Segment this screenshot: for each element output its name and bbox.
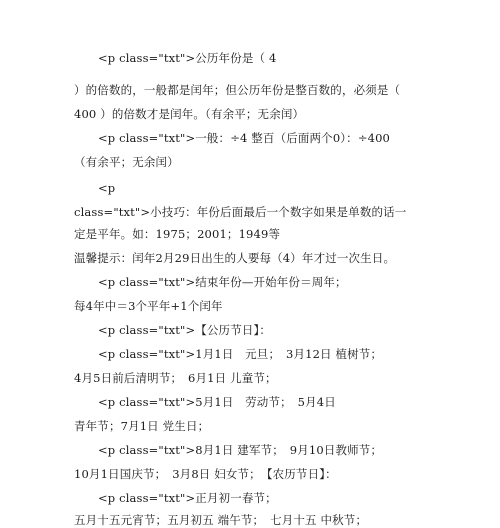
text-line-13: <p class="txt">1月1日 元旦； 3月12日 植树节； bbox=[98, 347, 383, 361]
text-line-14: 4月5日前后清明节； 6月1日 儿童节； bbox=[74, 371, 277, 385]
text-line-3: 400 ）的倍数才是闰年。（有余平；无余闰） bbox=[74, 107, 305, 121]
text-line-7: class="txt">小技巧：年份后面最后一个数字如果是单数的话一 bbox=[74, 205, 407, 219]
text-line-4: <p class="txt">一般：÷4 整百（后面两个0）：÷400 bbox=[98, 131, 391, 145]
text-line-20: 五月十五元宵节；五月初五 端午节； 七月十五 中秋节； bbox=[74, 513, 368, 527]
text-line-19: <p class="txt">正月初一春节； bbox=[98, 491, 277, 505]
text-line-2: ）的倍数的，一般都是闰年；但公历年份是整百数的，必须是（ bbox=[74, 83, 401, 97]
text-line-17: <p class="txt">8月1日 建军节； 9月10日教师节； bbox=[98, 443, 383, 457]
text-line-11: 每4年中＝3个平年+1个闰年 bbox=[74, 299, 223, 313]
text-line-9: 温馨提示：闰年2月29日出生的人要每（4）年才过一次生日。 bbox=[74, 251, 396, 265]
text-line-8: 定是平年。如：1975；2001；1949等 bbox=[74, 227, 281, 241]
text-line-1: <p class="txt">公历年份是（ 4 bbox=[98, 51, 277, 65]
text-line-15: <p class="txt">5月1日 劳动节； 5月4日 bbox=[98, 395, 336, 409]
text-line-12: <p class="txt">【公历节日】： bbox=[98, 323, 272, 337]
text-line-16: 青年节；7月1日 党生日； bbox=[74, 419, 210, 433]
text-line-6: <p bbox=[98, 181, 116, 195]
text-line-18: 10月1日国庆节； 3月8日 妇女节； 【农历节日】： bbox=[74, 467, 337, 481]
text-line-10: <p class="txt">结束年份—开始年份＝周年； bbox=[98, 275, 347, 289]
text-line-5: （有余平；无余闰） bbox=[74, 155, 179, 169]
